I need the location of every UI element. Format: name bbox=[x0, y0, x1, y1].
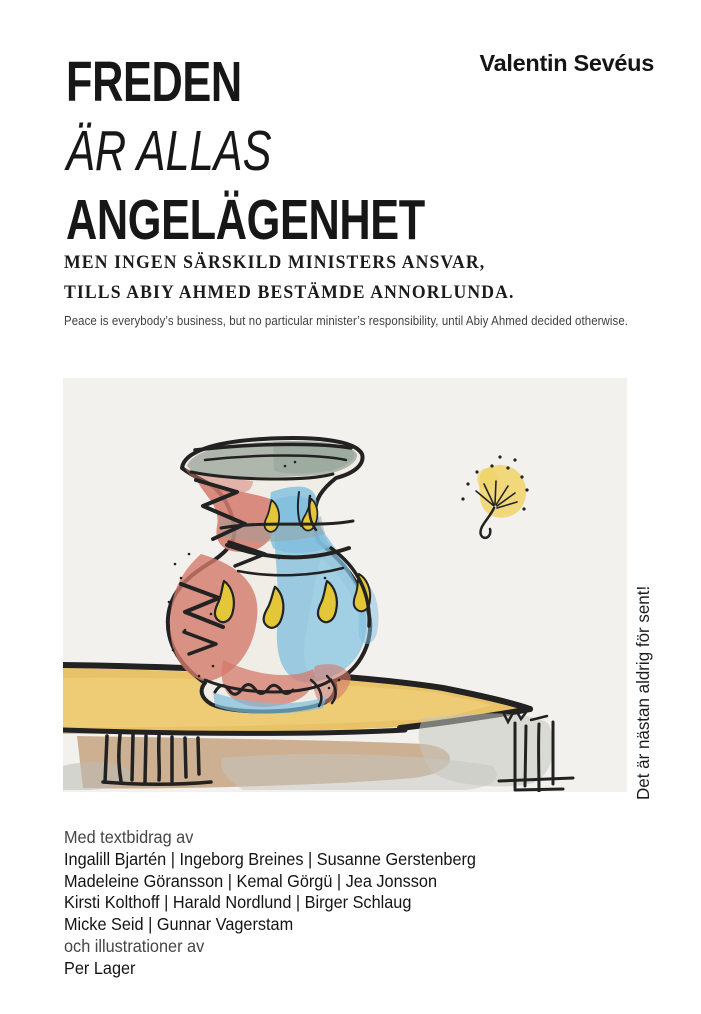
title-line-1: FREDEN bbox=[66, 50, 242, 114]
subtitle-english: Peace is everybody’s business, but no particular minister’s responsibility, until Abiy Ahmed decided otherwise. bbox=[64, 313, 629, 328]
illustrator-name: Per Lager bbox=[64, 957, 136, 978]
subtitle-swedish bbox=[64, 248, 548, 308]
contributor-line-3: Kirsti Kolthoff | Harald Nordlund | Birger Schlaug bbox=[64, 892, 412, 913]
contributor-line-2: Madeleine Göransson | Kemal Görgü | Jea Jonsson bbox=[64, 870, 438, 891]
illustrations-intro: och illustrationer av bbox=[64, 935, 205, 956]
title-line-3: ANGELÄGENHET bbox=[66, 188, 425, 252]
author-name: Valentin Sevéus bbox=[479, 50, 654, 76]
subtitle-line-2: TILLS ABIY AHMED BESTÄMDE ANNORLUNDA. bbox=[64, 282, 515, 303]
contributor-line-4: Micke Seid | Gunnar Vagerstam bbox=[64, 914, 294, 935]
credits-intro: Med textbidrag av bbox=[64, 827, 194, 847]
contributor-line-1: Ingalill Bjartén | Ingeborg Breines | Susanne Gerstenberg bbox=[64, 848, 476, 869]
subtitle-line-1: MEN INGEN SÄRSKILD MINISTERS ANSVAR, bbox=[64, 252, 486, 273]
vertical-caption: Det är nästan aldrig för sent! bbox=[633, 585, 653, 800]
title-line-2: ÄR ALLAS bbox=[66, 119, 272, 183]
vase-illustration bbox=[63, 378, 627, 792]
credits-block bbox=[64, 827, 507, 980]
book-title bbox=[66, 48, 538, 255]
